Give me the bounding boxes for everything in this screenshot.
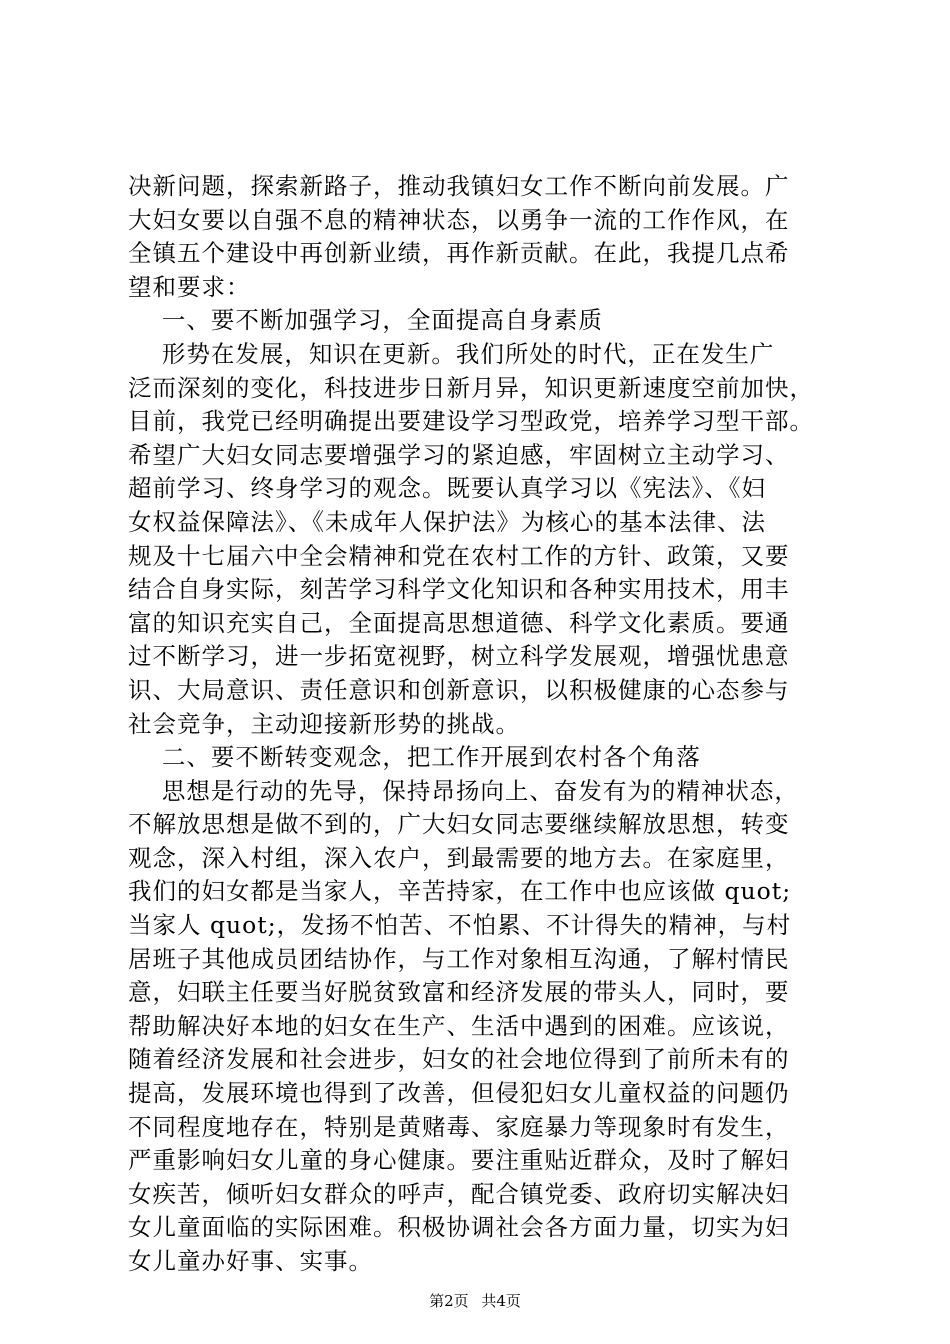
text-line: 泛而深刻的变化，科技进步日新月异，知识更新速度空前加快， <box>128 373 814 402</box>
text-line: 女权益保障法》、《未成年人保护法》为核心的基本法律、法 <box>128 507 766 536</box>
text-line: 不同程度地存在，特别是黄赌毒、家庭暴力等现象时有发生， <box>128 1112 790 1141</box>
text-line: 规及十七届六中全会精神和党在农村工作的方针、政策，又要 <box>128 541 790 570</box>
page-number: 第2页 <box>429 1292 469 1310</box>
text-line: 意，妇联主任要当好脱贫致富和经济发展的带头人，同时，要 <box>128 978 790 1007</box>
text-line: 帮助解决好本地的妇女在生产、生活中遇到的困难。应该说， <box>128 1011 790 1040</box>
text-line: 居班子其他成员团结协作，与工作对象相互沟通，了解村情民 <box>128 944 790 973</box>
page-footer <box>0 1290 950 1311</box>
document-body <box>128 170 848 1279</box>
text-line: 结合自身实际，刻苦学习科学文化知识和各种实用技术，用丰 <box>128 575 790 604</box>
text-line: 不解放思想是做不到的，广大妇女同志要继续解放思想，转变 <box>128 810 790 839</box>
text-line: 女儿童办好事、实事。 <box>128 1247 373 1275</box>
text-line: 希望广大妇女同志要增强学习的紧迫感，牢固树立主动学习、 <box>128 440 790 469</box>
text-line: 识、大局意识、责任意识和创新意识，以积极健康的心态参与 <box>128 675 790 704</box>
text-line: 当家人 quot;，发扬不怕苦、不怕累、不计得失的精神，与村 <box>128 911 792 940</box>
text-line: 目前，我党已经明确提出要建设学习型政党，培养学习型干部。 <box>128 407 814 436</box>
section-heading-2: 二、要不断转变观念，把工作开展到农村各个角落 <box>128 743 701 772</box>
text-line: 社会竞争，主动迎接新形势的挑战。 <box>128 709 520 738</box>
page-total: 共4页 <box>481 1292 521 1310</box>
text-line: 思想是行动的先导，保持昂扬向上、奋发有为的精神状态， <box>128 776 799 805</box>
text-line: 严重影响妇女儿童的身心健康。要注重贴近群众，及时了解妇 <box>128 1146 790 1175</box>
text-line: 决新问题，探索新路子，推动我镇妇女工作不断向前发展。广 <box>128 172 790 200</box>
section-heading-1: 一、要不断加强学习，全面提高自身素质 <box>128 306 603 335</box>
text-line: 超前学习、终身学习的观念。既要认真学习以《宪法》、《妇 <box>128 474 766 503</box>
text-line: 形势在发展，知识在更新。我们所处的时代，正在发生广 <box>128 339 775 368</box>
text-line: 我们的妇女都是当家人，辛苦持家，在工作中也应该做 quot; <box>128 877 792 906</box>
text-line: 大妇女要以自强不息的精神状态，以勇争一流的工作作风，在 <box>128 205 790 234</box>
text-line: 提高，发展环境也得到了改善，但侵犯妇女儿童权益的问题仍 <box>128 1079 790 1108</box>
text-line: 全镇五个建设中再创新业绩，再作新贡献。在此，我提几点希 <box>128 239 790 268</box>
text-line: 望和要求： <box>128 272 251 301</box>
text-line: 女疾苦，倾听妇女群众的呼声，配合镇党委、政府切实解决妇 <box>128 1179 790 1208</box>
text-line: 观念，深入村组，深入农户，到最需要的地方去。在家庭里， <box>128 843 790 872</box>
text-line: 过不断学习，进一步拓宽视野，树立科学发展观，增强忧患意 <box>128 642 790 671</box>
text-line: 随着经济发展和社会进步，妇女的社会地位得到了前所未有的 <box>128 1045 790 1074</box>
text-line: 富的知识充实自己，全面提高思想道德、科学文化素质。要通 <box>128 608 790 637</box>
text-line: 女儿童面临的实际困难。积极协调社会各方面力量，切实为妇 <box>128 1213 790 1242</box>
